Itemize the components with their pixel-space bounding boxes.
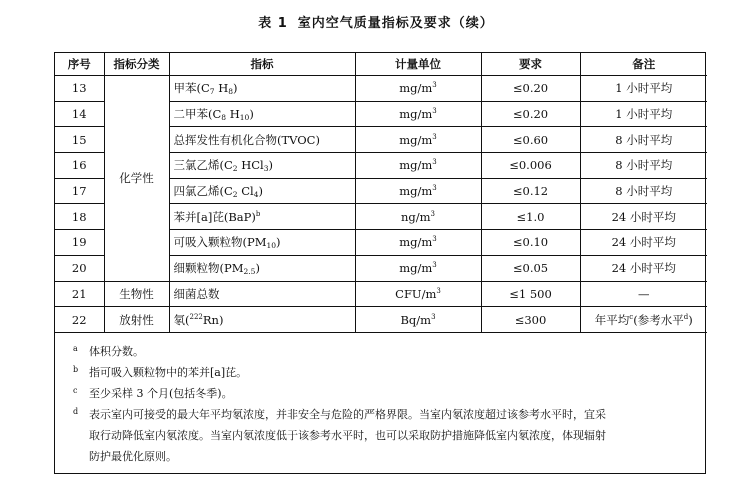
indicator-cell xyxy=(169,127,355,153)
row-number-cell: 22 xyxy=(55,307,104,333)
text-run: (参考水平 xyxy=(633,312,684,327)
superscript: 3 xyxy=(432,235,437,244)
table-row xyxy=(55,307,707,333)
text-run: ) xyxy=(276,235,281,250)
superscript: 3 xyxy=(432,132,437,141)
text-run: 细菌总数 xyxy=(173,286,220,301)
footnote-item xyxy=(73,341,697,362)
remark-cell: 24 小时平均 xyxy=(580,204,707,230)
row-number-cell: 20 xyxy=(55,255,104,281)
footnote-text: 至少采样 3 个月(包括冬季)。 xyxy=(89,386,233,400)
footnote-mark: c xyxy=(73,385,78,395)
text-run: 氡( xyxy=(173,312,190,327)
subscript: 3 xyxy=(263,164,269,174)
text-run: ) xyxy=(255,261,260,276)
text-run: 细颗粒物(PM xyxy=(173,261,244,276)
header-cell: 指标分类 xyxy=(104,53,169,76)
superscript: b xyxy=(255,209,261,218)
unit-cell xyxy=(355,101,481,127)
remark-cell: 8 小时平均 xyxy=(580,153,707,179)
footnote-text: 防护最优化原则。 xyxy=(89,449,177,463)
superscript: 3 xyxy=(431,312,436,321)
header-cell: 序号 xyxy=(55,53,104,76)
footnote-text: 指可吸入颗粒物中的苯并[a]芘。 xyxy=(89,365,248,379)
indicator-cell xyxy=(169,204,355,230)
superscript: 222 xyxy=(189,312,203,321)
footnote-mark: a xyxy=(73,343,78,353)
remark-cell: 1 小时平均 xyxy=(580,101,707,127)
text-run: HCl xyxy=(237,158,264,173)
table-number: 表 1 xyxy=(258,16,288,31)
header-cell: 备注 xyxy=(580,53,707,76)
row-number-cell: 16 xyxy=(55,153,104,179)
text-run: 可吸入颗粒物(PM xyxy=(173,235,267,250)
header-cell: 要求 xyxy=(481,53,580,76)
unit-cell xyxy=(355,307,481,333)
unit-cell xyxy=(355,76,481,102)
row-number-cell: 13 xyxy=(55,76,104,102)
row-number-cell: 14 xyxy=(55,101,104,127)
indicator-cell xyxy=(169,101,355,127)
text-run: ng/m xyxy=(400,209,431,224)
subscript: 2 xyxy=(232,164,238,174)
indicator-cell xyxy=(169,230,355,256)
text-run: H xyxy=(214,81,229,96)
remark-cell: 1 小时平均 xyxy=(580,76,707,102)
indicator-cell xyxy=(169,307,355,333)
superscript: c xyxy=(629,312,634,321)
row-number-cell: 17 xyxy=(55,178,104,204)
text-run: mg/m xyxy=(399,235,433,250)
superscript: 3 xyxy=(432,81,437,90)
header-row xyxy=(55,53,707,76)
text-run: Bq/m xyxy=(400,312,432,327)
remark-cell: 24 小时平均 xyxy=(580,230,707,256)
text-run: ) xyxy=(258,184,263,199)
text-run: 二甲苯(C xyxy=(173,107,222,122)
row-number-cell: 18 xyxy=(55,204,104,230)
footnote-item xyxy=(73,383,697,404)
text-run: mg/m xyxy=(399,132,433,147)
text-run: 甲苯(C xyxy=(173,81,210,96)
unit-cell xyxy=(355,178,481,204)
category-cell: 化学性 xyxy=(104,76,169,282)
unit-cell xyxy=(355,204,481,230)
superscript: 3 xyxy=(436,286,441,295)
subscript: 2.5 xyxy=(243,267,256,277)
category-cell: 放射性 xyxy=(104,307,169,333)
text-run: 总挥发性有机化合物(TVOC) xyxy=(173,132,320,147)
superscript: 3 xyxy=(432,158,437,167)
unit-cell xyxy=(355,281,481,307)
requirement-cell: ≤0.20 xyxy=(481,101,580,127)
table-row xyxy=(55,76,707,102)
unit-cell xyxy=(355,255,481,281)
indicator-cell xyxy=(169,255,355,281)
row-number-cell: 15 xyxy=(55,127,104,153)
table-body xyxy=(55,76,707,333)
remark-cell xyxy=(580,307,707,333)
footnote-mark: b xyxy=(73,364,79,374)
requirement-cell: ≤0.20 xyxy=(481,76,580,102)
indicator-cell xyxy=(169,76,355,102)
header-cell: 计量单位 xyxy=(355,53,481,76)
indicator-cell xyxy=(169,153,355,179)
table-title xyxy=(0,12,748,31)
remark-cell: 24 小时平均 xyxy=(580,255,707,281)
footnote-text: 取行动降低室内氡浓度。当室内氡浓度低于该参考水平时，也可以采取防护措施降低室内氡浓度，体现辐射 xyxy=(89,428,606,442)
table-caption: 室内空气质量指标及要求（续） xyxy=(297,16,494,31)
superscript: 3 xyxy=(432,261,437,270)
table-row xyxy=(55,281,707,307)
header-cell: 指标 xyxy=(169,53,355,76)
requirement-cell: ≤0.10 xyxy=(481,230,580,256)
remark-cell: 8 小时平均 xyxy=(580,178,707,204)
remark-cell: 8 小时平均 xyxy=(580,127,707,153)
air-quality-table xyxy=(55,53,707,333)
remark-cell: — xyxy=(580,281,707,307)
subscript: 4 xyxy=(253,190,259,200)
footnote-item xyxy=(73,362,697,383)
text-run: ) xyxy=(249,107,254,122)
text-run: mg/m xyxy=(399,107,433,122)
requirement-cell: ≤1 500 xyxy=(481,281,580,307)
text-run: mg/m xyxy=(399,184,433,199)
superscript: d xyxy=(683,312,689,321)
indicator-cell xyxy=(169,178,355,204)
indicator-cell xyxy=(169,281,355,307)
table-frame xyxy=(54,52,706,474)
text-run: ) xyxy=(233,81,238,96)
footnotes xyxy=(55,333,705,473)
requirement-cell: ≤300 xyxy=(481,307,580,333)
requirement-cell: ≤0.006 xyxy=(481,153,580,179)
unit-cell xyxy=(355,127,481,153)
text-run: mg/m xyxy=(399,81,433,96)
requirement-cell: ≤0.05 xyxy=(481,255,580,281)
footnote-item xyxy=(73,404,697,467)
subscript: 8 xyxy=(221,113,227,123)
row-number-cell: 21 xyxy=(55,281,104,307)
row-number-cell: 19 xyxy=(55,230,104,256)
subscript: 10 xyxy=(266,241,277,251)
footnote-mark: d xyxy=(73,406,79,416)
subscript: 10 xyxy=(239,113,250,123)
category-cell: 生物性 xyxy=(104,281,169,307)
text-run: 苯并[a]芘(BaP) xyxy=(173,209,256,224)
subscript: 8 xyxy=(228,87,234,97)
text-run: ) xyxy=(268,158,274,173)
text-run: H xyxy=(226,107,240,122)
text-run: Cl xyxy=(237,184,254,199)
text-run: 年平均 xyxy=(594,312,630,327)
requirement-cell: ≤0.60 xyxy=(481,127,580,153)
text-run: Rn) xyxy=(202,312,224,327)
text-run: CFU/m xyxy=(395,286,437,301)
superscript: 3 xyxy=(432,107,437,116)
unit-cell xyxy=(355,153,481,179)
subscript: 7 xyxy=(209,87,215,97)
requirement-cell: ≤1.0 xyxy=(481,204,580,230)
superscript: 3 xyxy=(432,184,437,193)
text-run: ) xyxy=(688,312,693,327)
unit-cell xyxy=(355,230,481,256)
superscript: 3 xyxy=(430,209,436,218)
footnote-text: 体积分数。 xyxy=(89,344,144,358)
text-run: 四氯乙烯(C xyxy=(173,184,233,199)
text-run: 三氯乙烯(C xyxy=(173,158,233,173)
footnote-text: 表示室内可接受的最大年平均氡浓度，并非安全与危险的严格界限。当室内氡浓度超过该参考水平时，宜采 xyxy=(89,407,606,421)
subscript: 2 xyxy=(232,190,238,200)
text-run: mg/m xyxy=(399,158,433,173)
requirement-cell: ≤0.12 xyxy=(481,178,580,204)
text-run: mg/m xyxy=(399,261,433,276)
